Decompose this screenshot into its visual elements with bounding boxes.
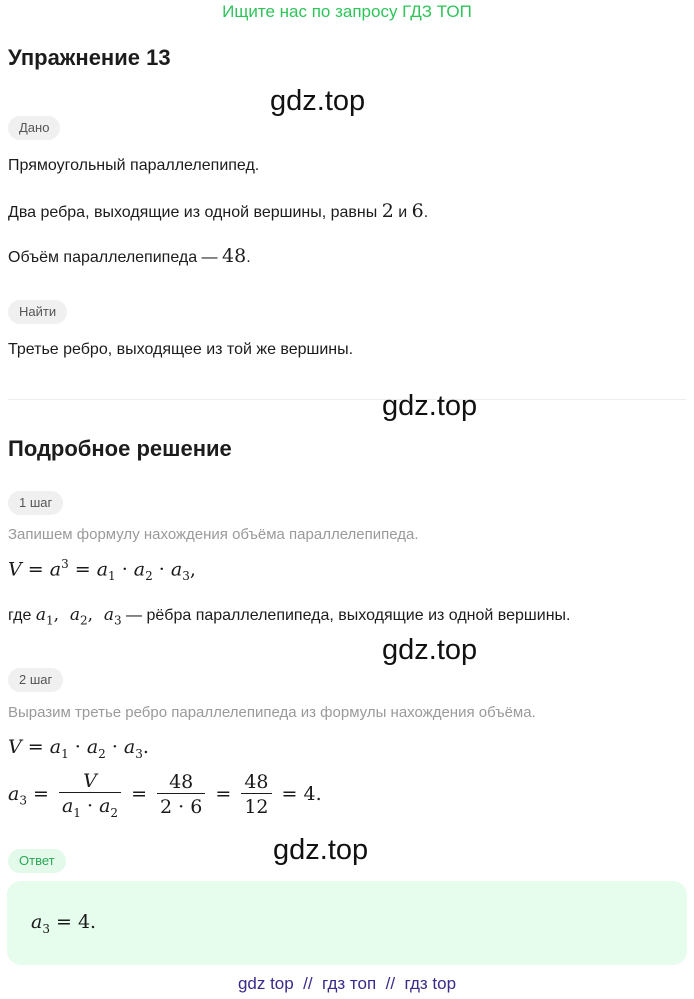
page-title: Упражнение 13 [8,45,171,70]
step-1-note: где $a_1$, $a_2$, $a_3$ — рёбра параллелепипеда, выходящие из одной вершины. [8,605,571,628]
edge-2-value: 6 [411,200,424,222]
given-line-1: Прямоугольный параллелепипед. [8,157,260,174]
divider [8,399,686,400]
volume-product-formula: $V = a_1 \cdot a_2 \cdot a_3$. [8,736,149,761]
given-line-2-text: Два ребра, выходящие из одной вершины, равны [8,204,378,221]
given-line-3: Объём параллелепипеда — 48. [8,245,251,267]
watermark: gdz.top [382,390,478,422]
watermark: gdz.top [270,85,366,117]
third-edge-formula: $a_3$ = $\frac{V}{a_1 \cdot a_2}$ = $\frac{48}{2 \cdot 6}$ = $\frac{48}{12}$ = 4. [8,770,322,820]
given-chip: Дано [8,116,60,140]
volume-formula: $V = a^3 = a_1 \cdot a_2 \cdot a_3$, [8,557,196,584]
find-line: Третье ребро, выходящее из той же вершины. [8,341,354,358]
given-line-3-text: Объём параллелепипеда — [8,249,218,266]
edge-1-value: 2 [381,200,394,222]
step-1-chip: 1 шаг [8,491,63,515]
answer-box [7,881,687,965]
watermark: gdz.top [273,834,369,866]
footer-links[interactable]: gdz top // гдз топ // гдз top [237,974,457,993]
answer-chip: Ответ [8,849,66,873]
find-chip: Найти [8,300,67,324]
solution-title: Подробное решение [8,436,232,461]
step-2-hint: Выразим третье ребро параллелепипеда из формулы нахождения объёма. [8,704,536,721]
step-2-chip: 2 шаг [8,668,63,692]
answer-formula: $a_3 = 4$. [31,911,97,936]
watermark: gdz.top [382,634,478,666]
note-suffix: — рёбра параллелепипеда, выходящие из одной вершины. [126,607,571,624]
promo-banner[interactable]: Ищите нас по запросу ГДЗ ТОП [222,2,472,21]
note-prefix: где [8,607,32,624]
given-and: и [398,204,408,221]
step-1-hint: Запишем формулу нахождения объёма параллелепипеда. [8,526,419,543]
volume-value: 48 [222,245,247,267]
given-line-2: Два ребра, выходящие из одной вершины, равны 2 и 6. [8,200,429,222]
